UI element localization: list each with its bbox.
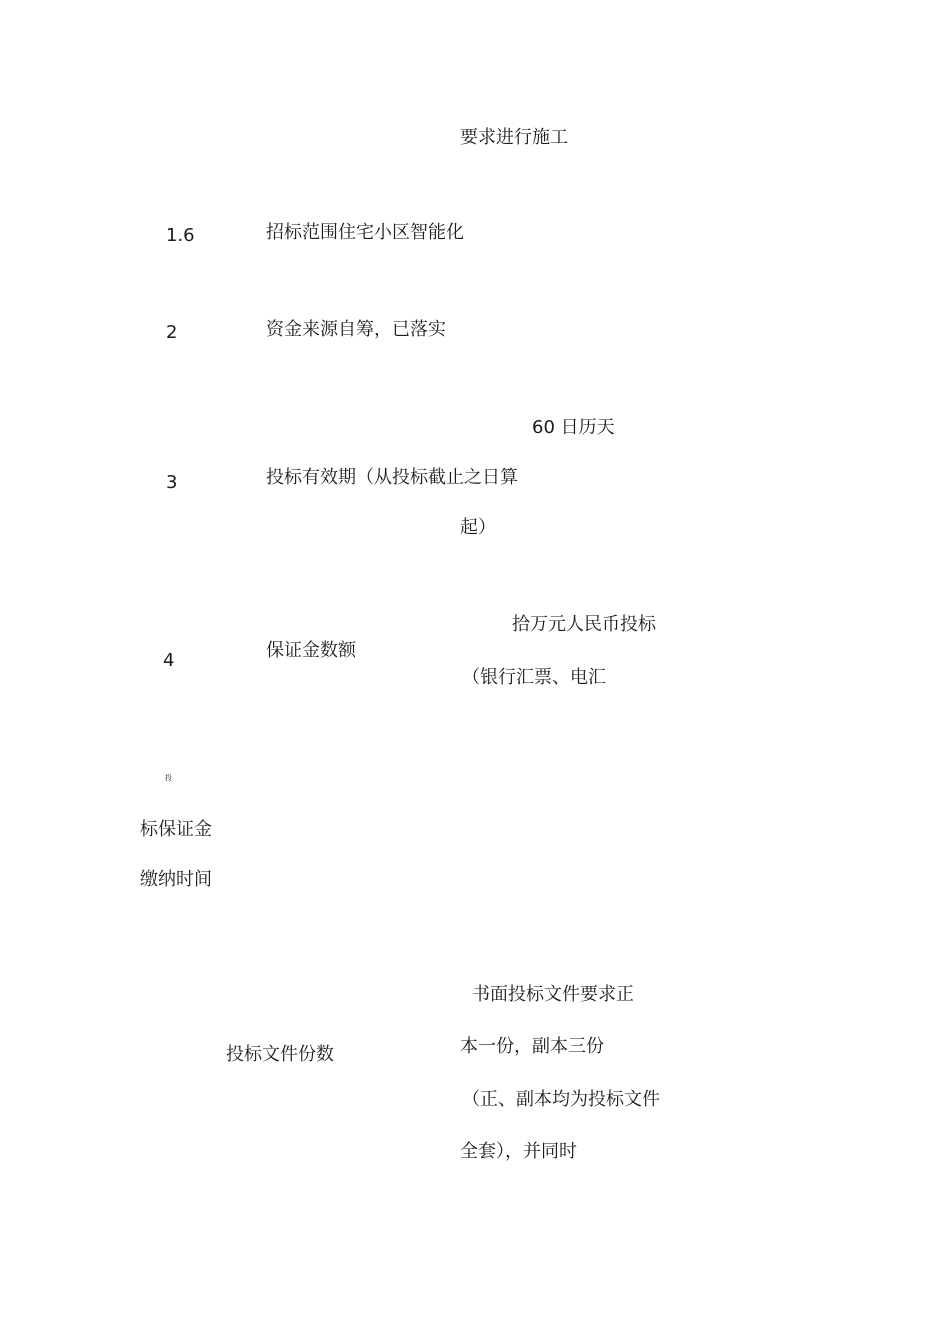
deposit-time-label-line2: 缴纳时间 bbox=[140, 869, 212, 890]
tiny-fragment-text: 投 bbox=[165, 774, 172, 782]
deposit-amount-label: 保证金数额 bbox=[266, 640, 356, 661]
item-number-3: 3 bbox=[166, 472, 178, 493]
bid-document-copies-label: 投标文件份数 bbox=[226, 1044, 334, 1065]
documents-requirement-line1: 书面投标文件要求正 bbox=[472, 984, 634, 1005]
deposit-method-value: （银行汇票、电汇 bbox=[462, 667, 606, 688]
bid-validity-label: 投标有效期（从投标截止之日算 bbox=[266, 467, 518, 488]
fund-source-label: 资金来源自筹，已落实 bbox=[266, 319, 446, 340]
bid-scope-label: 招标范围住宅小区智能化 bbox=[266, 222, 464, 243]
validity-period-value: 60 日历天 bbox=[532, 417, 615, 438]
item-number-2: 2 bbox=[166, 322, 178, 343]
documents-requirement-line4: 全套），并同时 bbox=[460, 1141, 577, 1162]
documents-requirement-line3: （正、副本均为投标文件 bbox=[462, 1089, 660, 1110]
deposit-time-label-line1: 标保证金 bbox=[140, 819, 212, 840]
documents-requirement-line2: 本一份，副本三份 bbox=[460, 1036, 604, 1057]
bid-validity-label-continued: 起） bbox=[460, 517, 496, 538]
item-number-4: 4 bbox=[163, 650, 175, 671]
deposit-amount-value: 拾万元人民币投标 bbox=[512, 614, 656, 635]
scope-note-text: 要求进行施工 bbox=[460, 127, 568, 148]
item-number-1-6: 1.6 bbox=[166, 225, 195, 246]
